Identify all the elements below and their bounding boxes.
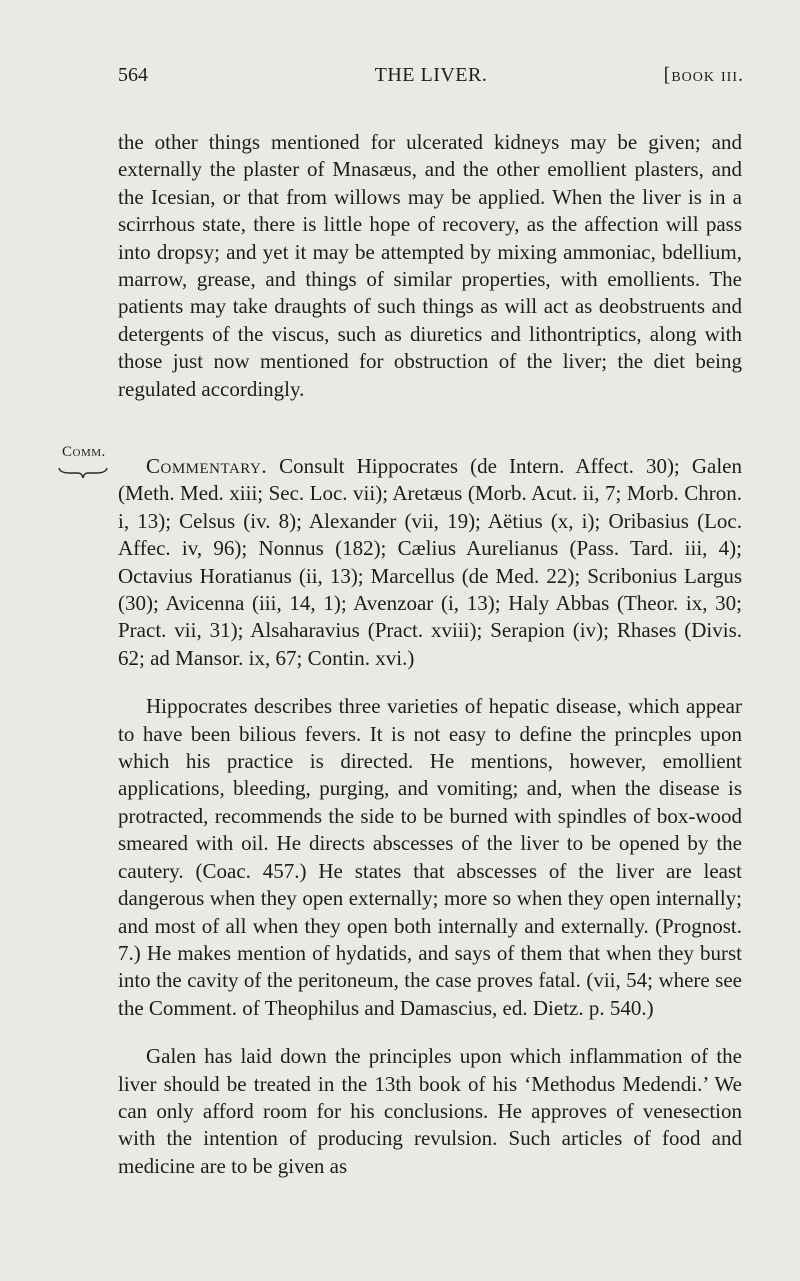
galen-paragraph: Galen has laid down the principles upon which inflammation of the liver should be treated in the 13th book of his ‘Methodus Medendi.’ We can only afford room for his conclusions. He approves of venesection with the intention of producing revulsion. Such articles of food and medicine are to be given as [118,1044,742,1178]
commentary-text: Consult Hippocrates (de Intern. Affect. 30); Galen (Meth. Med. xiii; Sec. Loc. vii); Aretæus (Morb. Acut. ii, 7; Morb. Chron. i, 13); Celsus (iv. 8); Alexander (vii, 19); Aëtius (x, i); Oribasius (Loc. Affec. iv, 96); Nonnus (182); Cælius Aurelianus (Pass. Tard. iii, 4); Octavius Horatianus (ii, 13); Marcellus (de Med. 22); Scribonius Largus (30); Avicenna (iii, 14, 1); Avenzoar (i, 13); Haly Abbas (Theor. ix, 30; Pract. vii, 31); Alsaharavius (Pract. xviii); Serapion (iv); Rhases (Divis. 62; ad Mansor. ix, 67; Contin. xvi.) [118,454,742,670]
paragraph-text: the other things mentioned for ulcerated kidneys may be given; and externally the plaster of Mnasæus, and the other emollient plasters, and the Icesian, or that from willows may be applied. When the liver is in a scirrhous state, there is little hope of recovery, as the affection will pass into dropsy; and yet it may be attempted by mixing ammoniac, bdellium, marrow, grease, and things of similar properties, with emollients. The patients may take draughts of such things as will act as deobstruents and detergents of the viscus, such as diuretics and lithontriptics, along with those just now mentioned for obstruction of the liver; the diet being regulated accordingly. [118,130,742,401]
commentary-paragraph [118,453,742,672]
page-number: 564 [118,64,148,86]
running-header [118,64,744,94]
hippocrates-paragraph: Hippocrates describes three varieties of hepatic disease, which appear to have been bilious fevers. It is not easy to define the princples upon which his practice is directed. He mentions, however, emollient applications, bleeding, purging, and vomiting; and, when the disease is protracted, recommends the side to be burned with spindles of box-wood smeared with oil. He directs abscesses of the liver to be opened by the cautery. (Coac. 457.) He states that abscesses of the liver are least dangerous when they open externally; more so when they open internally; and most of all when they open both internally and externally. (Prognost. 7.) He makes mention of hydatids, and says of them that when they burst into the cavity of the peritoneum, the case proves fatal. (vii, 54; where see the Comment. of Theophilus and Damascius, ed. Dietz. p. 540.) [118,694,742,1020]
book-label: [book iii. [663,64,744,86]
commentary-heading: Commentary. [146,454,268,478]
paragraph-continuation [118,108,742,424]
running-title: THE LIVER. [374,64,488,86]
margin-note-label: Comm. [62,444,106,460]
commentary-section [118,432,742,1201]
brace-icon [58,466,108,480]
